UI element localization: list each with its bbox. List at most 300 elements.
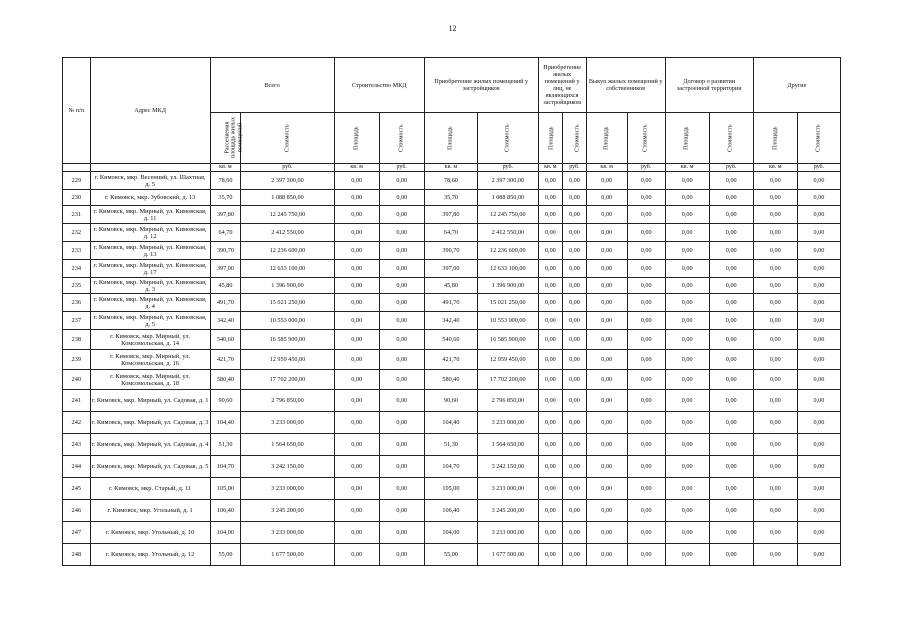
table-row [63, 522, 841, 544]
cost-cell: 0,00 [379, 312, 424, 330]
area-cell: 0,00 [334, 206, 379, 224]
table-row [63, 412, 841, 434]
cost-cell: 0,00 [379, 172, 424, 190]
cost-cell: 0,00 [797, 242, 840, 260]
table-row [63, 478, 841, 500]
group-header: Приобретение жилых помещений у лиц, не являющихся застройщиком [538, 58, 586, 113]
cost-cell: 0,00 [627, 224, 665, 242]
area-cell: 0,00 [586, 312, 627, 330]
cost-cell: 0,00 [709, 260, 753, 278]
area-cell: 0,00 [586, 456, 627, 478]
cost-cell: 0,00 [797, 390, 840, 412]
area-cell: 0,00 [753, 206, 797, 224]
table-row [63, 294, 841, 312]
area-header [753, 113, 797, 164]
cost-cell: 0,00 [709, 390, 753, 412]
cost-cell: 3 245 200,00 [478, 500, 538, 522]
row-number: 244 [63, 456, 91, 478]
cost-cell: 0,00 [379, 500, 424, 522]
area-header [538, 113, 563, 164]
cost-cell: 0,00 [563, 544, 587, 566]
area-cell: 0,00 [665, 390, 709, 412]
area-cell: 0,00 [665, 456, 709, 478]
cost-header [563, 113, 587, 164]
area-cell: 0,00 [334, 522, 379, 544]
row-number: 239 [63, 350, 91, 370]
subheader-label: Стоимость [642, 124, 649, 153]
cost-cell: 0,00 [709, 544, 753, 566]
area-cell: 0,00 [334, 294, 379, 312]
area-cell: 0,00 [334, 370, 379, 390]
area-cell: 0,00 [538, 390, 563, 412]
cost-cell: 0,00 [563, 350, 587, 370]
group-header: Выкуп жилых помещений у собственников [586, 58, 665, 113]
cost-cell: 3 242 150,00 [478, 456, 538, 478]
cost-cell: 0,00 [709, 412, 753, 434]
area-cell: 78,60 [210, 172, 241, 190]
area-cell: 491,70 [424, 294, 477, 312]
cost-cell: 0,00 [797, 260, 840, 278]
cost-cell: 0,00 [627, 260, 665, 278]
area-cell: 51,30 [210, 434, 241, 456]
cost-cell: 0,00 [627, 500, 665, 522]
area-cell: 78,60 [424, 172, 477, 190]
group-header: Всего [210, 58, 334, 113]
cost-cell: 0,00 [627, 434, 665, 456]
row-address: г. Кимовск, мкр. Мирный, ул. Кимовская, д. 4 [90, 294, 210, 312]
resettled-area-header [210, 113, 241, 164]
cost-cell: 0,00 [797, 312, 840, 330]
row-address: г. Кимовск, мкр. Мирный, ул. Комсомольская, д. 18 [90, 370, 210, 390]
area-cell: 342,40 [424, 312, 477, 330]
cost-cell: 0,00 [627, 412, 665, 434]
area-cell: 0,00 [538, 294, 563, 312]
area-cell: 421,70 [210, 350, 241, 370]
row-address: г. Кимовск, мкр. Мирный, ул. Кимовская, д. 12 [90, 224, 210, 242]
row-number: 229 [63, 172, 91, 190]
cost-cell: 2 412 550,00 [241, 224, 334, 242]
area-cell: 0,00 [586, 224, 627, 242]
cost-cell: 0,00 [709, 350, 753, 370]
cost-cell: 0,00 [563, 224, 587, 242]
area-cell: 55,00 [424, 544, 477, 566]
cost-cell: 0,00 [379, 522, 424, 544]
area-cell: 104,00 [424, 522, 477, 544]
area-cell: 90,60 [424, 390, 477, 412]
row-address: г. Кимовск, мкр. Угольный, д. 1 [90, 500, 210, 522]
area-cell: 0,00 [586, 172, 627, 190]
subheader-label: Площадь [353, 126, 360, 151]
cost-cell: 0,00 [709, 500, 753, 522]
cost-cell: 10 553 000,00 [478, 312, 538, 330]
unit-area: кв. м [665, 164, 709, 172]
subheader-label: Площадь [603, 126, 610, 151]
area-header [424, 113, 477, 164]
area-cell: 105,00 [424, 478, 477, 500]
cost-cell: 0,00 [563, 242, 587, 260]
table-row [63, 456, 841, 478]
table-row [63, 224, 841, 242]
cost-cell: 2 397 300,00 [478, 172, 538, 190]
area-cell: 0,00 [665, 522, 709, 544]
cost-cell: 0,00 [627, 370, 665, 390]
area-cell: 491,70 [210, 294, 241, 312]
row-number: 245 [63, 478, 91, 500]
cost-cell: 12 633 100,00 [241, 260, 334, 278]
row-number: 248 [63, 544, 91, 566]
area-cell: 0,00 [586, 206, 627, 224]
row-address: г. Кимовск, мкр. Мирный, ул. Кимовская, д. 11 [90, 206, 210, 224]
area-cell: 0,00 [586, 522, 627, 544]
cost-cell: 0,00 [379, 294, 424, 312]
cost-cell: 0,00 [379, 390, 424, 412]
cost-cell: 0,00 [627, 172, 665, 190]
cost-cell: 0,00 [563, 412, 587, 434]
cost-cell: 2 796 850,00 [478, 390, 538, 412]
area-cell: 421,70 [424, 350, 477, 370]
row-number: 243 [63, 434, 91, 456]
area-cell: 397,80 [424, 206, 477, 224]
cost-cell: 2 397 300,00 [241, 172, 334, 190]
table-row [63, 390, 841, 412]
row-address: г. Кимовск, мкр. Мирный, ул. Садовая, д. 5 [90, 456, 210, 478]
area-cell: 104,70 [210, 456, 241, 478]
area-cell: 0,00 [665, 434, 709, 456]
row-address: г. Кимовск, мкр. Мирный, ул. Комсомольская, д. 16 [90, 350, 210, 370]
area-cell: 0,00 [753, 544, 797, 566]
cost-cell: 0,00 [797, 330, 840, 350]
cost-cell: 0,00 [379, 370, 424, 390]
area-cell: 342,40 [210, 312, 241, 330]
area-cell: 0,00 [665, 206, 709, 224]
cost-cell: 0,00 [709, 312, 753, 330]
cost-cell: 0,00 [563, 370, 587, 390]
area-cell: 45,80 [424, 278, 477, 294]
cost-cell: 0,00 [709, 478, 753, 500]
group-header: Приобретение жилых помещений у застройщиков [424, 58, 538, 113]
cost-cell: 0,00 [797, 412, 840, 434]
row-address: г. Кимовск, мкр. Угольный, д. 12 [90, 544, 210, 566]
area-cell: 580,40 [424, 370, 477, 390]
cost-cell: 0,00 [627, 278, 665, 294]
cost-cell: 0,00 [627, 242, 665, 260]
area-cell: 0,00 [586, 390, 627, 412]
subheader-label: Стоимость [728, 124, 735, 153]
cost-cell: 16 585 900,00 [241, 330, 334, 350]
area-cell: 0,00 [538, 312, 563, 330]
unit-area: кв. м [210, 164, 241, 172]
area-cell: 0,00 [753, 350, 797, 370]
housing-table [62, 57, 841, 566]
unit-area: кв. м [424, 164, 477, 172]
area-cell: 540,60 [210, 330, 241, 350]
group-header: Строительство МКД [334, 58, 424, 113]
cost-cell: 0,00 [627, 350, 665, 370]
row-address: г. Кимовск, мкр. Мирный, ул. Кимовская, д. 13 [90, 242, 210, 260]
num-header: № п/п [63, 58, 91, 164]
cost-cell: 17 702 200,00 [241, 370, 334, 390]
area-cell: 0,00 [586, 242, 627, 260]
cost-cell: 0,00 [709, 206, 753, 224]
row-number: 231 [63, 206, 91, 224]
area-cell: 0,00 [753, 522, 797, 544]
subheader-label: Стоимость [398, 124, 405, 153]
row-number: 236 [63, 294, 91, 312]
area-cell: 0,00 [334, 456, 379, 478]
area-cell: 0,00 [753, 390, 797, 412]
area-cell: 0,00 [538, 456, 563, 478]
table-row [63, 350, 841, 370]
cost-cell: 0,00 [379, 544, 424, 566]
area-header [665, 113, 709, 164]
area-cell: 104,40 [424, 412, 477, 434]
cost-header [709, 113, 753, 164]
row-number: 230 [63, 190, 91, 206]
row-number: 237 [63, 312, 91, 330]
table-row [63, 242, 841, 260]
cost-header [627, 113, 665, 164]
area-cell: 35,70 [210, 190, 241, 206]
row-number: 246 [63, 500, 91, 522]
cost-cell: 0,00 [379, 412, 424, 434]
area-cell: 0,00 [334, 500, 379, 522]
cost-cell: 2 412 550,00 [478, 224, 538, 242]
cost-cell: 3 233 000,00 [241, 412, 334, 434]
cost-cell: 1 564 650,00 [478, 434, 538, 456]
row-address: г. Кимовск, мкр. Весенний, ул. Шахтная, д. 5 [90, 172, 210, 190]
area-cell: 0,00 [665, 312, 709, 330]
area-cell: 390,70 [210, 242, 241, 260]
cost-cell: 1 677 500,00 [241, 544, 334, 566]
cost-cell: 0,00 [379, 242, 424, 260]
subheader-label: Стоимость [504, 124, 511, 153]
cost-cell: 3 245 200,00 [241, 500, 334, 522]
cost-cell: 0,00 [709, 224, 753, 242]
cost-cell: 0,00 [379, 350, 424, 370]
table-row [63, 434, 841, 456]
cost-cell: 0,00 [797, 206, 840, 224]
area-cell: 0,00 [538, 370, 563, 390]
area-cell: 0,00 [753, 434, 797, 456]
row-address: г. Кимовск, мкр. Угольный, д. 10 [90, 522, 210, 544]
area-cell: 0,00 [753, 500, 797, 522]
cost-cell: 0,00 [563, 172, 587, 190]
cost-cell: 0,00 [709, 330, 753, 350]
area-cell: 0,00 [586, 500, 627, 522]
row-number: 234 [63, 260, 91, 278]
cost-cell: 3 233 000,00 [478, 412, 538, 434]
cost-cell: 0,00 [709, 278, 753, 294]
area-cell: 0,00 [538, 434, 563, 456]
table-row [63, 260, 841, 278]
cost-cell: 0,00 [797, 500, 840, 522]
row-address: г. Кимовск, мкр. Мирный, ул. Садовая, д. 1 [90, 390, 210, 412]
cost-cell: 0,00 [563, 190, 587, 206]
cost-cell: 0,00 [709, 370, 753, 390]
area-cell: 0,00 [538, 330, 563, 350]
area-cell: 0,00 [753, 370, 797, 390]
cost-cell: 0,00 [797, 224, 840, 242]
area-cell: 0,00 [586, 260, 627, 278]
cost-cell: 17 702 200,00 [478, 370, 538, 390]
cost-cell: 1 396 900,00 [478, 278, 538, 294]
subheader-label: Стоимость [284, 124, 291, 153]
cost-cell: 1 088 850,00 [478, 190, 538, 206]
unit-cost: руб. [241, 164, 334, 172]
area-cell: 0,00 [334, 312, 379, 330]
row-number: 233 [63, 242, 91, 260]
cost-cell: 0,00 [627, 544, 665, 566]
row-number: 241 [63, 390, 91, 412]
unit-area: кв. м [586, 164, 627, 172]
group-header: Другие [753, 58, 840, 113]
area-cell: 0,00 [538, 350, 563, 370]
area-cell: 0,00 [665, 260, 709, 278]
area-cell: 0,00 [586, 350, 627, 370]
cost-cell: 0,00 [797, 456, 840, 478]
area-cell: 0,00 [665, 224, 709, 242]
cost-cell: 0,00 [563, 206, 587, 224]
table-row [63, 206, 841, 224]
cost-cell: 0,00 [797, 172, 840, 190]
cost-cell: 12 245 750,00 [478, 206, 538, 224]
area-cell: 0,00 [665, 544, 709, 566]
area-cell: 0,00 [538, 242, 563, 260]
group-header: Договор о развитии застроенной территории [665, 58, 753, 113]
cost-cell: 0,00 [379, 190, 424, 206]
cost-cell: 0,00 [797, 544, 840, 566]
area-cell: 35,70 [424, 190, 477, 206]
area-cell: 0,00 [753, 312, 797, 330]
row-number: 240 [63, 370, 91, 390]
area-cell: 0,00 [586, 478, 627, 500]
area-cell: 106,40 [210, 500, 241, 522]
cost-cell: 3 233 000,00 [241, 478, 334, 500]
area-cell: 0,00 [665, 478, 709, 500]
unit-area: кв. м [334, 164, 379, 172]
area-cell: 390,70 [424, 242, 477, 260]
row-address: г. Кимовск, мкр. Мирный, ул. Садовая, д. 3 [90, 412, 210, 434]
cost-cell: 0,00 [627, 294, 665, 312]
row-address: г. Кимовск, мкр. Мирный, ул. Комсомольская, д. 14 [90, 330, 210, 350]
cost-cell: 12 959 450,00 [241, 350, 334, 370]
cost-cell: 0,00 [563, 500, 587, 522]
area-cell: 51,30 [424, 434, 477, 456]
area-cell: 0,00 [753, 278, 797, 294]
area-cell: 0,00 [334, 242, 379, 260]
cost-cell: 0,00 [627, 330, 665, 350]
cost-cell: 15 021 250,00 [478, 294, 538, 312]
area-cell: 0,00 [334, 544, 379, 566]
cost-header [241, 113, 334, 164]
row-number: 238 [63, 330, 91, 350]
cost-cell: 0,00 [627, 390, 665, 412]
area-cell: 0,00 [753, 456, 797, 478]
area-cell: 0,00 [665, 370, 709, 390]
cost-cell: 0,00 [379, 456, 424, 478]
subheader-label: Площадь [447, 126, 454, 151]
cost-cell: 0,00 [627, 190, 665, 206]
row-address: г. Кимовск, мкр. Мирный, ул. Садовая, д. 4 [90, 434, 210, 456]
table-row [63, 172, 841, 190]
area-cell: 0,00 [753, 190, 797, 206]
area-cell: 0,00 [753, 260, 797, 278]
area-cell: 0,00 [586, 278, 627, 294]
area-cell: 0,00 [586, 370, 627, 390]
cost-cell: 1 396 900,00 [241, 278, 334, 294]
area-cell: 0,00 [334, 278, 379, 294]
area-cell: 0,00 [538, 190, 563, 206]
row-number: 247 [63, 522, 91, 544]
cost-cell: 1 677 500,00 [478, 544, 538, 566]
cost-cell: 0,00 [797, 190, 840, 206]
area-cell: 0,00 [665, 412, 709, 434]
cost-cell: 0,00 [709, 456, 753, 478]
subheader-label: Площадь [683, 126, 690, 151]
area-cell: 0,00 [334, 330, 379, 350]
cost-cell: 0,00 [379, 278, 424, 294]
row-address: г. Кимовск, мкр. Старый, д. 11 [90, 478, 210, 500]
cost-cell: 0,00 [709, 172, 753, 190]
cost-cell: 1 088 850,00 [241, 190, 334, 206]
unit-area: кв. м [753, 164, 797, 172]
cost-cell: 0,00 [379, 260, 424, 278]
cost-cell: 0,00 [563, 260, 587, 278]
unit-cost: руб. [627, 164, 665, 172]
area-cell: 0,00 [538, 522, 563, 544]
area-cell: 0,00 [538, 478, 563, 500]
area-cell: 0,00 [586, 330, 627, 350]
area-cell: 397,00 [210, 260, 241, 278]
area-header [586, 113, 627, 164]
area-cell: 580,40 [210, 370, 241, 390]
area-cell: 0,00 [334, 412, 379, 434]
area-cell: 90,60 [210, 390, 241, 412]
area-cell: 55,00 [210, 544, 241, 566]
area-cell: 0,00 [334, 478, 379, 500]
cost-cell: 0,00 [563, 434, 587, 456]
area-cell: 104,00 [210, 522, 241, 544]
cost-header [379, 113, 424, 164]
cost-cell: 12 959 450,00 [478, 350, 538, 370]
area-cell: 105,00 [210, 478, 241, 500]
area-cell: 0,00 [586, 434, 627, 456]
area-cell: 0,00 [665, 294, 709, 312]
unit-cost: руб. [478, 164, 538, 172]
area-cell: 0,00 [538, 224, 563, 242]
cost-cell: 0,00 [379, 224, 424, 242]
cost-cell: 0,00 [709, 190, 753, 206]
area-cell: 0,00 [665, 278, 709, 294]
cost-cell: 3 233 000,00 [478, 522, 538, 544]
area-cell: 0,00 [334, 224, 379, 242]
area-cell: 0,00 [753, 294, 797, 312]
area-cell: 0,00 [334, 190, 379, 206]
cost-cell: 15 021 250,00 [241, 294, 334, 312]
cost-cell: 12 245 750,00 [241, 206, 334, 224]
area-cell: 0,00 [334, 390, 379, 412]
area-cell: 0,00 [753, 330, 797, 350]
unit-cost: руб. [709, 164, 753, 172]
area-cell: 0,00 [586, 190, 627, 206]
cost-cell: 12 236 600,00 [241, 242, 334, 260]
row-number: 242 [63, 412, 91, 434]
cost-cell: 0,00 [627, 206, 665, 224]
table-row [63, 190, 841, 206]
area-cell: 540,60 [424, 330, 477, 350]
cost-cell: 0,00 [797, 278, 840, 294]
subheader-label: Площадь [772, 126, 779, 151]
